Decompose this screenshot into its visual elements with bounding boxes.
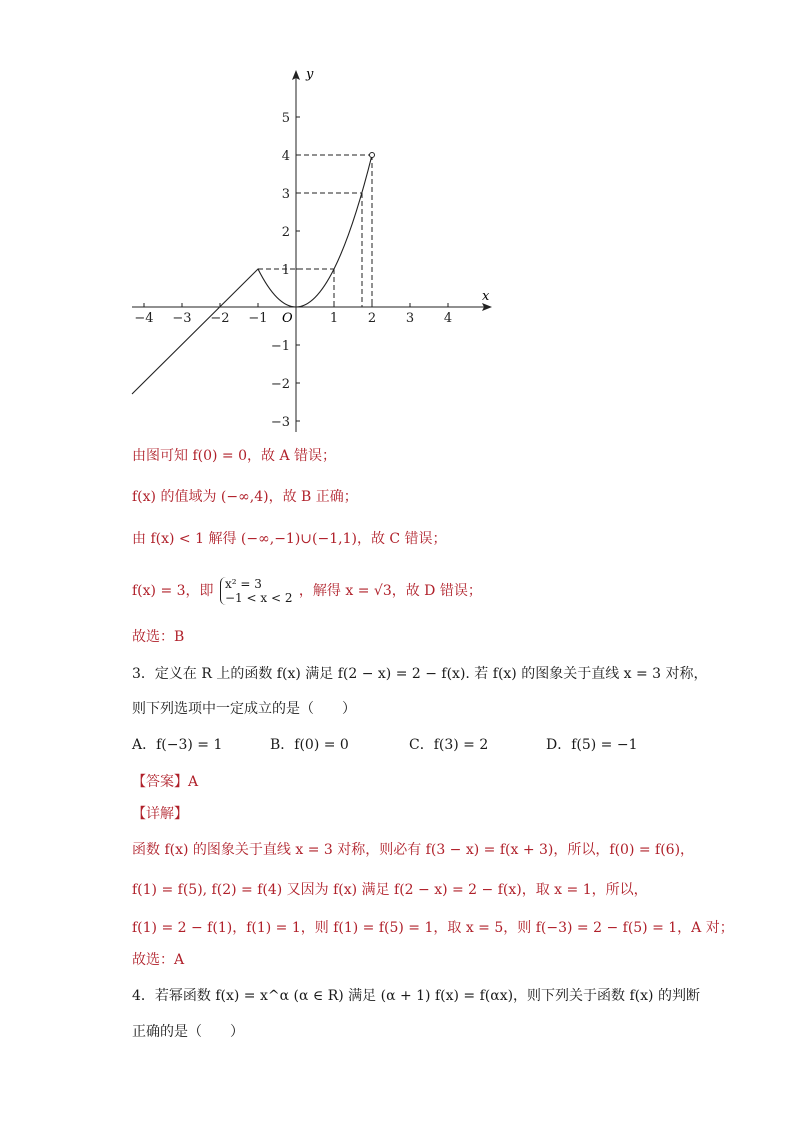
system-of-conditions [220,577,292,605]
y-tick-label: 1 [281,263,290,278]
detail-line-1: 函数 f(x) 的图象关于直线 x = 3 对称，则必有 f(3 − x) = f(x + 3)，所以，f(0) = f(6)， [132,842,695,858]
detail-line-3: f(1) = 2 − f(1)，f(1) = 1，则 f(1) = f(5) = 1，取 x = 5，则 f(−3) = 2 − f(5) = 1，A 对； [132,920,734,936]
detail-line-2: f(1) = f(5), f(2) = f(4) 又因为 f(x) 满足 f(2 − x) = 2 − f(x)，取 x = 1，所以， [132,882,648,898]
question-3-stem-2: 则下列选项中一定成立的是（ ） [132,701,356,717]
solution-line-2: f(x) 的值域为 (−∞,4)，故 B 正确； [132,489,358,505]
y-tick-label: 5 [281,111,290,126]
option-d: D．f(5) = −1 [546,737,638,753]
condition-1: x² = 3 [225,577,262,591]
detail-choice: 故选：A [132,952,185,968]
detail-label: 【详解】 [132,806,188,822]
x-tick-label: −3 [172,311,192,326]
question-4-stem-2: 正确的是（ ） [132,1024,244,1040]
option-a: A．f(−3) = 1 [132,737,223,753]
open-endpoint [370,153,375,158]
answer-label: 【答案】A [132,774,199,790]
x-tick-label: −1 [248,311,268,326]
y-tick-label: −2 [270,377,290,392]
y-tick-label: 2 [281,225,290,240]
x-tick-label: 3 [405,311,415,326]
solution-line-4-lead: f(x) = 3，即 [132,583,214,599]
question-4-stem-1: 4．若幂函数 f(x) = x^α (α ∈ R) 满足 (α + 1) f(x) = f(αx)，则下列关于函数 f(x) 的判断 [132,988,700,1004]
solution-line-4-tail: ，解得 x = √3，故 D 错误； [298,583,482,599]
x-tick-label: 4 [443,311,453,326]
origin-label: O [282,311,293,326]
condition-2: −1 < x < 2 [225,591,293,605]
y-tick-label: −3 [270,415,290,430]
option-b: B．f(0) = 0 [270,737,349,753]
x-tick-label: 2 [367,311,377,326]
y-tick-label: −1 [270,339,290,354]
x-axis-label: x [482,289,490,304]
function-curve [132,155,372,394]
solution-choice: 故选：B [132,629,185,645]
x-tick-label: −4 [134,311,154,326]
y-tick-label: 3 [281,187,290,202]
x-tick-label: −2 [210,311,230,326]
option-c: C．f(3) = 2 [409,737,489,753]
solution-line-1: 由图可知 f(0) = 0，故 A 错误； [132,448,337,464]
y-axis-label: y [306,67,314,82]
y-tick-label: 4 [281,149,290,164]
dashed-guides [258,155,372,307]
solution-line-3: 由 f(x) < 1 解得 (−∞,−1)∪(−1,1)，故 C 错误； [132,531,447,547]
solution-line-4 [132,572,482,610]
function-graph [120,60,500,440]
question-3-stem-1: 3．定义在 R 上的函数 f(x) 满足 f(2 − x) = 2 − f(x). 若 f(x) 的图象关于直线 x = 3 对称， [132,666,708,682]
x-tick-label: 1 [329,311,339,326]
